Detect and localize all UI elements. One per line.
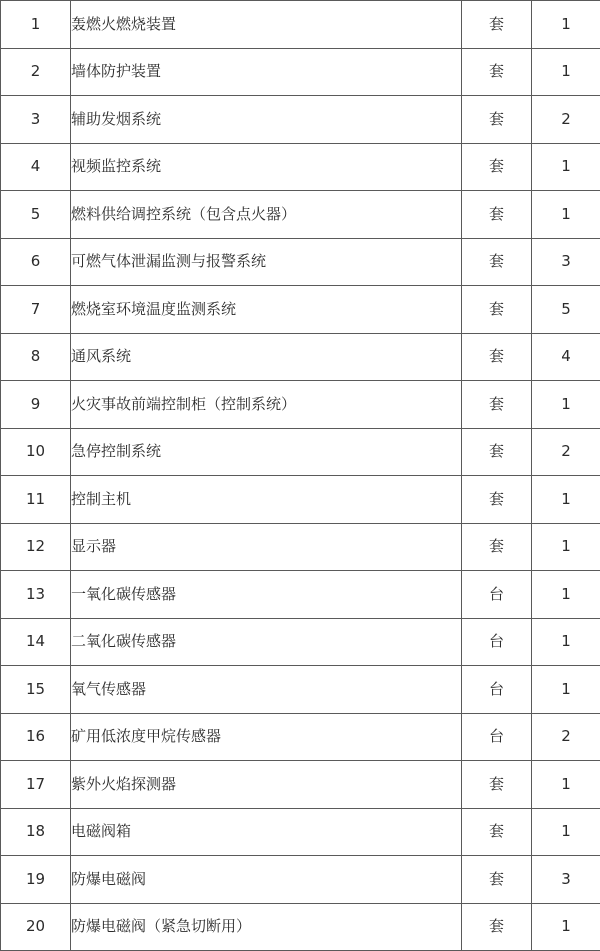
row-number-cell: 19 [1, 856, 71, 904]
quantity-cell: 1 [532, 523, 600, 571]
unit-cell: 套 [462, 903, 532, 951]
quantity-cell: 1 [532, 618, 600, 666]
item-name-cell: 显示器 [71, 523, 462, 571]
unit-cell: 套 [462, 286, 532, 334]
row-number-cell: 6 [1, 238, 71, 286]
item-name-cell: 辅助发烟系统 [71, 96, 462, 144]
quantity-cell: 1 [532, 808, 600, 856]
quantity-cell: 5 [532, 286, 600, 334]
table-row [1, 618, 600, 666]
table-row [1, 286, 600, 334]
unit-cell: 套 [462, 523, 532, 571]
row-number-cell: 8 [1, 333, 71, 381]
item-name-cell: 电磁阀箱 [71, 808, 462, 856]
row-number-cell: 3 [1, 96, 71, 144]
table-row [1, 856, 600, 904]
unit-cell: 套 [462, 238, 532, 286]
row-number-cell: 20 [1, 903, 71, 951]
table-row [1, 1, 600, 49]
table-row [1, 523, 600, 571]
row-number-cell: 5 [1, 191, 71, 239]
table-row [1, 191, 600, 239]
table-row [1, 48, 600, 96]
quantity-cell: 1 [532, 191, 600, 239]
item-name-cell: 紫外火焰探测器 [71, 761, 462, 809]
table-row [1, 571, 600, 619]
row-number-cell: 10 [1, 428, 71, 476]
row-number-cell: 9 [1, 381, 71, 429]
quantity-cell: 1 [532, 666, 600, 714]
table-row [1, 428, 600, 476]
unit-cell: 套 [462, 96, 532, 144]
row-number-cell: 2 [1, 48, 71, 96]
table-row [1, 238, 600, 286]
table-row [1, 333, 600, 381]
item-name-cell: 一氧化碳传感器 [71, 571, 462, 619]
table-row [1, 808, 600, 856]
unit-cell: 套 [462, 48, 532, 96]
unit-cell: 台 [462, 618, 532, 666]
quantity-cell: 2 [532, 96, 600, 144]
item-name-cell: 防爆电磁阀 [71, 856, 462, 904]
equipment-table-body [1, 1, 600, 951]
item-name-cell: 视频监控系统 [71, 143, 462, 191]
unit-cell: 套 [462, 808, 532, 856]
unit-cell: 套 [462, 381, 532, 429]
table-row [1, 96, 600, 144]
row-number-cell: 13 [1, 571, 71, 619]
row-number-cell: 7 [1, 286, 71, 334]
item-name-cell: 燃料供给调控系统（包含点火器） [71, 191, 462, 239]
item-name-cell: 防爆电磁阀（紧急切断用） [71, 903, 462, 951]
quantity-cell: 3 [532, 856, 600, 904]
table-row [1, 666, 600, 714]
table-row [1, 143, 600, 191]
unit-cell: 套 [462, 856, 532, 904]
quantity-cell: 1 [532, 903, 600, 951]
quantity-cell: 2 [532, 428, 600, 476]
table-row [1, 476, 600, 524]
unit-cell: 台 [462, 571, 532, 619]
quantity-cell: 1 [532, 476, 600, 524]
quantity-cell: 1 [532, 571, 600, 619]
table-row [1, 713, 600, 761]
quantity-cell: 1 [532, 143, 600, 191]
unit-cell: 套 [462, 476, 532, 524]
row-number-cell: 17 [1, 761, 71, 809]
unit-cell: 台 [462, 713, 532, 761]
unit-cell: 套 [462, 761, 532, 809]
unit-cell: 套 [462, 1, 532, 49]
item-name-cell: 轰燃火燃烧装置 [71, 1, 462, 49]
item-name-cell: 矿用低浓度甲烷传感器 [71, 713, 462, 761]
unit-cell: 台 [462, 666, 532, 714]
item-name-cell: 控制主机 [71, 476, 462, 524]
row-number-cell: 16 [1, 713, 71, 761]
row-number-cell: 14 [1, 618, 71, 666]
item-name-cell: 可燃气体泄漏监测与报警系统 [71, 238, 462, 286]
row-number-cell: 12 [1, 523, 71, 571]
row-number-cell: 4 [1, 143, 71, 191]
item-name-cell: 燃烧室环境温度监测系统 [71, 286, 462, 334]
quantity-cell: 1 [532, 761, 600, 809]
quantity-cell: 1 [532, 1, 600, 49]
item-name-cell: 火灾事故前端控制柜（控制系统） [71, 381, 462, 429]
quantity-cell: 1 [532, 48, 600, 96]
unit-cell: 套 [462, 428, 532, 476]
item-name-cell: 墙体防护装置 [71, 48, 462, 96]
table-row [1, 903, 600, 951]
table-row [1, 761, 600, 809]
item-name-cell: 急停控制系统 [71, 428, 462, 476]
row-number-cell: 1 [1, 1, 71, 49]
item-name-cell: 氧气传感器 [71, 666, 462, 714]
row-number-cell: 15 [1, 666, 71, 714]
quantity-cell: 4 [532, 333, 600, 381]
unit-cell: 套 [462, 143, 532, 191]
item-name-cell: 二氧化碳传感器 [71, 618, 462, 666]
unit-cell: 套 [462, 333, 532, 381]
quantity-cell: 1 [532, 381, 600, 429]
table-row [1, 381, 600, 429]
item-name-cell: 通风系统 [71, 333, 462, 381]
row-number-cell: 18 [1, 808, 71, 856]
quantity-cell: 2 [532, 713, 600, 761]
row-number-cell: 11 [1, 476, 71, 524]
unit-cell: 套 [462, 191, 532, 239]
quantity-cell: 3 [532, 238, 600, 286]
